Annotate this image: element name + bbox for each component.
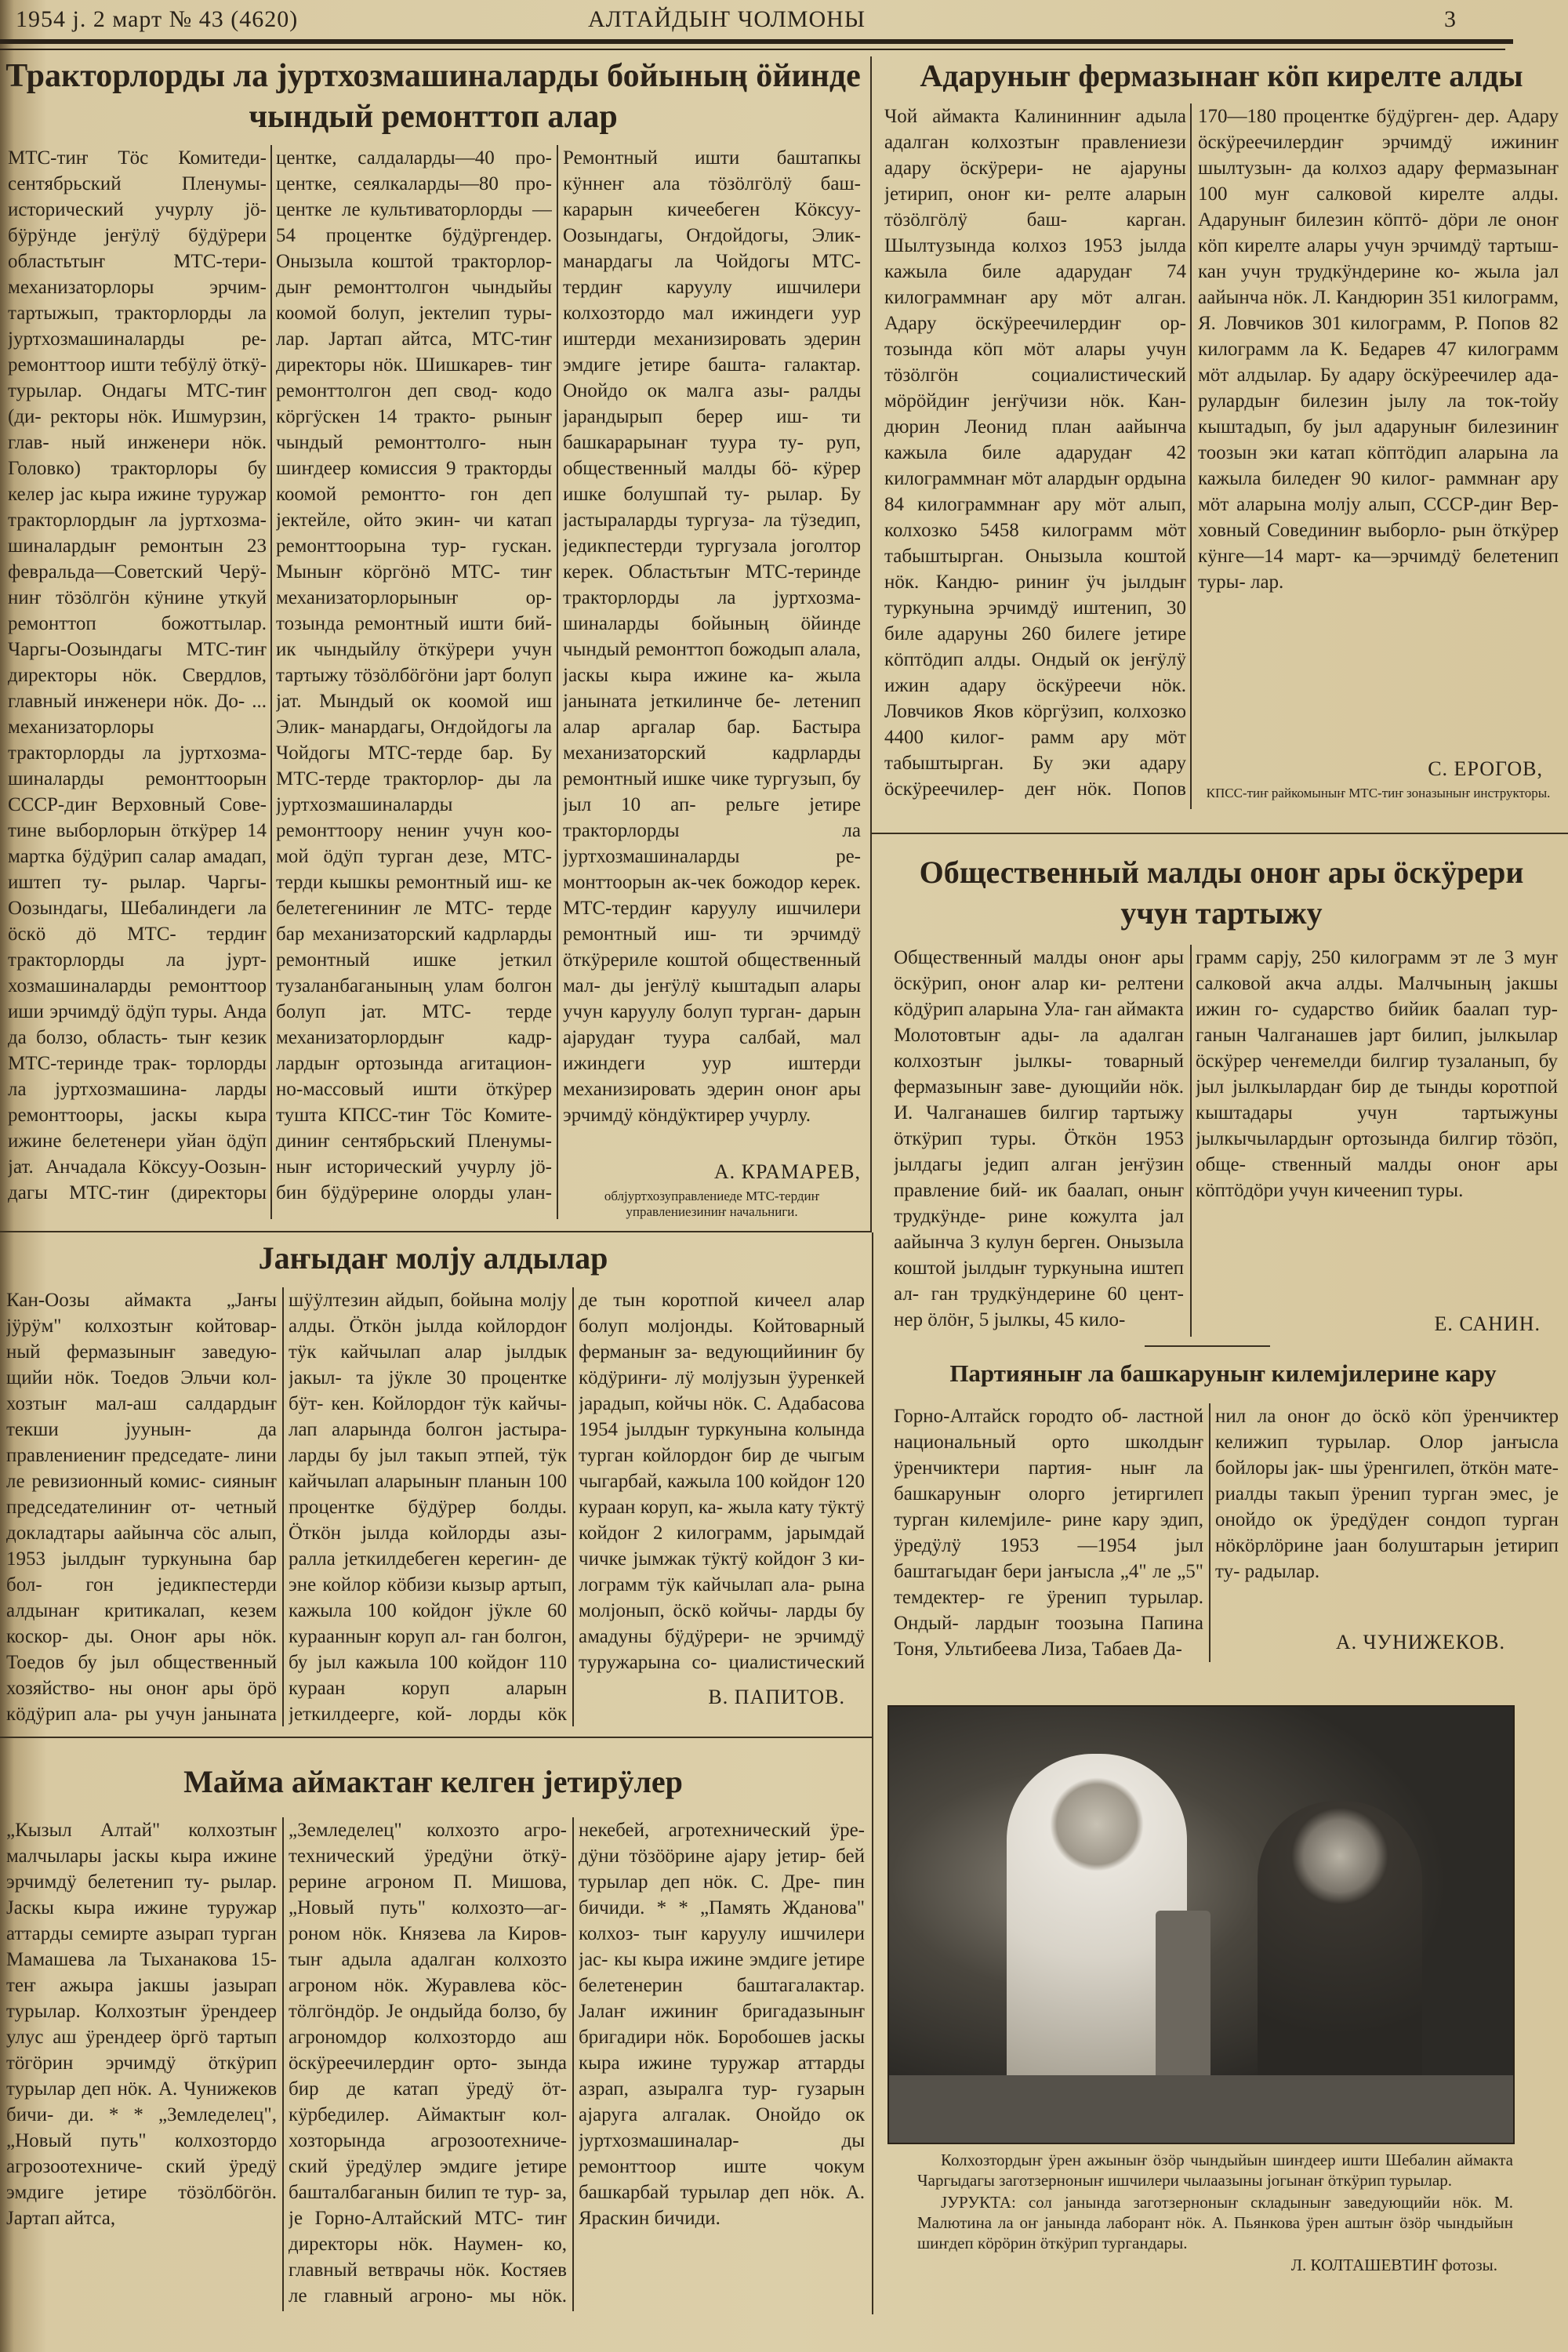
- article-column: „Земледелец" колхозто агро- технический ӱредӱни ӧткӱ- рерине агроном П. Мишова, „Новый путь" колхозто—аг- роном нӧк. Князева ла Киров- тыҥ адыла адалган колхозто агроном нӧк. Журавлева кӧс- тӧлгӧндӧр. Је ондыйда болзо, бу агрономдор колхозтордо аш ӧскӱреечилердиҥ орто- зында бир де катап ӱредӱ ӧт- кӱрбедилер. Аймактыҥ кол- хозторында агрозоотехниче- ский ӱредӱлер эмдиге јетире башталбаганын билип те тур- за, је Горно-Алтайский МТС- тиҥ директоры нӧк. Наумен- ко, главный ветврачы нӧк. Костяев ле главный агроно- мы нӧк.: [289, 1820, 567, 2307]
- article-signature: В. ПАПИТОВ.: [708, 1686, 845, 1708]
- masthead-date-issue: 1954 ј. 2 март № 43 (4620): [16, 6, 299, 32]
- section-divider: [872, 833, 1568, 834]
- article-signature: Е. САНИН.: [1434, 1312, 1541, 1335]
- article-signature-note: облјуртхозуправлениеде МТС-тердиҥ управлениезиниҥ начальниги.: [604, 1189, 820, 1219]
- column-divider: [1190, 103, 1192, 809]
- article-column: „Кызыл Алтай" колхозтыҥ малчылары јаскы кыра ижине эрчимдӱ белетенип ту- рылар. Јаскы кыра ижине туружар аттарды семирте азырап турган Мамашева ла Тыханакова 15-теҥ ажыра јакшы јазырап турылар. Колхозтыҥ ӱрендеер улус аш ӱрендеер ӧргӧ тартып тӧгӧрин эрчимдӱ ӧткӱрип турылар деп нӧк. А. Чунижеков бичи- ди. * * „Земледелец", „Новый путь" колхозтордо агрозоотехниче- ский ӱредӱ эмдиге јетире тӧзӧлбӧгӧн. Јартап айтса,: [6, 1820, 277, 2229]
- article-column: де тын коротпой кичеел алар болуп молјонды. Койтоварный ферманыҥ за- ведующийиниҥ бу кӧдӱриҥи- лӱ молјузын ӱуренкей јарадып, койчы нӧк. С. Адабасова 1954 јылдыҥ туркунына колында турган койлордоҥ бир де чыгым чыгарбай, кажыла 100 койдоҥ 120 кураан коруп, ка- жыла кату тӱктӱ койдоҥ 2 килограмм, јарымдай чичке јымжак тӱктӱ койдоҥ 3 ки- лограмм тӱк кайчылап ала- рына молјонып, ӧскӧ койчы- ларды бу амадуны бӱдӱрери- не эрчимдӱ туружарына со- циалистический: [579, 1290, 865, 1673]
- column-divider: [572, 1817, 574, 2311]
- article-signature-note: КПСС-тиҥ райкомыныҥ МТС-тиҥ зоназыныҥ инструкторы.: [1206, 786, 1551, 800]
- article-headline: Тракторлорды ла јуртхозмашиналарды бойының ӧйинде: [5, 58, 861, 94]
- page-number: 3: [1444, 6, 1457, 32]
- news-photo-laboratory-workers: [887, 1705, 1515, 2144]
- section-divider: [872, 1232, 873, 2314]
- article-column: 170—180 процентке бӱдӱрген- дер. Адару ӧскӱреечилердиҥ эрчимдӱ ижиниҥ шылтузын- да колхоз адару фермазынаҥ 100 муҥ салковой кирелте алды. Адаруныҥ билезин кӧптӧ- дӧри ле оноҥ кӧп кирелте алары учун эрчимдӱ тартыш- кан учун трудкӱндерине ко- жыла јал аайынча нӧк. Л. Кандюрин 351 килограмм, Я. Ловчиков 301 килограмм, Р. Попов 82 килограмм ла К. Бедарев 47 килограмм мӧт алдылар. Бу адару ӧскӱреечилер ада- рулардыҥ билезин јылу ла ток-тойу кыштадып, бу јыл адаруныҥ билезиниҥ тоозын эки катап кӧптӧдип аларына ла кажыла биледеҥ 90 килог- раммнаҥ ару мӧт аларына молју алып, СССР-диҥ Вер- ховный Совединиҥ выборло- рын ӧткӱрер кӱнге—14 март- ка—эрчимдӱ белетенип туры- лар.: [1198, 106, 1559, 593]
- article-column: грамм сарју, 250 килограмм эт ле 3 муҥ салковой акча алды. Малчының јакшы ижин го- сударство бийик баалап тур- ганын Чалганашев јарт билип, јылкылар ӧскӱрер чеҥемелди билгир тузаланып, бу јыл јылкылардаҥ бир де тынды коротпой кыштадары учун тартыжуны јылкычылардыҥ ортозында билгир тӧзӧп, обще- ственный малды оноҥ ары кӧптӧдӧри учун кичеенип туры.: [1196, 947, 1558, 1201]
- article-signature: С. ЕРОГОВ,: [1428, 757, 1543, 780]
- article-headline: Јаҥыдаҥ молју алдылар: [258, 1240, 608, 1276]
- section-divider: [1145, 1345, 1270, 1347]
- section-divider: [0, 1231, 872, 1232]
- column-divider: [572, 1287, 574, 1726]
- photo-caption: Колхозтордыҥ ӱрен ажыныҥ ӧзӧр чындыйын шиҥдеер ишти Шебалин аймакта Чаргыдагы заготзерноныҥ ишчилери чылаазыны јогынаҥ ӧткӱрип турылар.: [917, 2151, 1513, 2190]
- article-headline: Общественный малды оноҥ ары ӧскӱрери: [919, 855, 1524, 890]
- column-divider: [270, 145, 272, 1219]
- article-column: Чой аймакта Калининниҥ адыла адалган колхозтыҥ правлениези адару ӧскӱрери- не ајаруны јетирип, оноҥ ки- релте аларын тӧзӧлгӧлӱ баш- карган. Шылтузында колхоз 1953 јылда кажыла биле адарудаҥ 74 килограммнаҥ ару мӧт алган. Адару ӧскӱреечилердиҥ ор- тозында кӧп мӧт алары учун тӧзӧлгӧн социалистический мӧрӧйдиҥ јеҥӱчизи нӧк. Кан- дюрин Леонид план аайынча кажыла биле адарудаҥ 42 килограммнаҥ мӧт алардыҥ ордына 84 килограммнаҥ ару мӧт алып, колхозко 5458 килограмм мӧт табыштырган. Онызыла коштой нӧк. Кандю- риниҥ ӱч јылдыҥ туркунына эрчимдӱ иштенип, 30 биле адаруны 260 билеге јетире кӧптӧдип алды. Ондый ок јеҥӱлӱ ижин адару ӧскӱреечи нӧк. Ловчиков Яков кӧргӱзип, колхозко 4400 килог- рамм ару мӧт табыштырган. Бу эки адару ӧскӱреечилер- деҥ нӧк. Попов: [884, 106, 1186, 800]
- masthead-rule: [0, 39, 1513, 44]
- photo-caption-block: [917, 2150, 1513, 2275]
- article-column: Кан-Оозы аймакта „Јаҥы јӱрӱм" колхозтыҥ койтовар- ный фермазыныҥ заведую- щийи нӧк. Тоедов Эльчи кол- хозтыҥ мал-аш салдардыҥ текши јуунын- да правлениениҥ председате- лини ле ревизионный комис- сияныҥ председателиниҥ от- четный докладтары аайынча сӧс алып, 1953 јылдыҥ туркунына бар бол- гон једикпестерди алдынаҥ критикалап, кезем коскор- ды. Оноҥ ары нӧк. Тоедов бу јыл общественный хозяйство- ны оноҥ ары ӧрӧ кӧдӱрип ала- ры учун јаныната: [6, 1290, 277, 1725]
- article-column: Общественный малды оноҥ ары ӧскӱрип, оноҥ алар ки- релтени кӧдӱрип аларына Ула- ган аймакта Молотовтыҥ ады- ла адалган колхозтыҥ јылкы- товарный фермазыныҥ заве- дующийи нӧк. И. Чалганашев билгир тартыжу ӧткӱрип туры. Ӧткӧн 1953 јылдагы једип алган јеҥӱзин правление бий- ик баалап, оныҥ трудкӱнде- рине кожулта јал аайынча 3 кулун берген. Онызыла коштой јылдыҥ туркунына иштеп ал- ган трудкӱндерине 60 цент- нер ӧлӧҥ, 5 јылкы, 45 кило-: [894, 947, 1184, 1330]
- article-signature: А. ЧУНИЖЕКОВ.: [1335, 1631, 1505, 1653]
- photo-caption-detail: ЈУРУКТА: сол јанында заготзерноныҥ складыныҥ заведующийи нӧк. М. Малютина ла оҥ јанында лаборант нӧк. А. Пьянкова ӱрен аштыҥ ӧзӧр чындыйын шиҥдеп кӧрӧрин ӧткӱрип тургандары.: [917, 2193, 1513, 2252]
- column-divider: [282, 1817, 284, 2311]
- section-divider: [0, 1737, 872, 1738]
- column-divider: [1209, 1403, 1210, 1662]
- article-signature: А. КРАМАРЕВ,: [713, 1160, 861, 1183]
- photo-credit: Л. КОЛТАШЕВТИҤ фотозы.: [1290, 2256, 1497, 2274]
- photo-table: [889, 2075, 1513, 2144]
- column-divider: [557, 145, 558, 1219]
- article-column: шӱӱлтезин айдып, бойына молју алды. Ӧткӧн јылда койлордоҥ тӱк кайчылап алар јылдык јакыл- та јӱкле 30 процентке бӱт- кен. Койлордоҥ тӱк кайчы- лап аларында болгон јастыра- ларды бу јыл такып этпей, тӱк кайчылап аларыныҥ планын 100 процентке бӱдӱрер болды. Ӧткӧн јылда койлорды азы- ралла јеткилдебеген керегин- де эне койлор кӧбизи кызыр артып, кажыла 100 койдоҥ јӱкле 60 кураанныҥ коруп ал- ган болгон, бу јыл кажыла 100 койдоҥ 110 кураан коруп аларын јеткилдеерге, кой- лорды кӧк: [289, 1290, 567, 1725]
- photo-equipment: [1156, 1911, 1210, 2083]
- article-column: МТС-тиҥ Тӧс Комитеди- сентябрьский Пленумы- исторический учурлу јӧ- бӱрӱнде јеҥӱлӱ бӱдӱрери областьтыҥ МТС-тери- механизаторлоры эрчим- тартыжып, тракторлорды ла јуртхозмашиналарды ре- ремонттоор ишти тебӱлӱ ӧткӱ- турылар. Ондагы МТС-тиҥ (ди- ректоры нӧк. Ишмурзин, глав- ный инженери нӧк. Головко) тракторлоры бу келер јас кыра ижине туружар тракторлордыҥ ла јуртхозма- шиналардыҥ ремонтын 23 февральда—Советский Черӱ- ниҥ тӧзӧлгӧн кӱнине уткуй ремонттоп божоттылар. Чаргы-Оозындагы МТС-тиҥ директоры нӧк. Свердлов, главный инженери нӧк. До- ... механизаторлоры тракторлорды ла јуртхозма- шиналарды ремонттоорын СССР-диҥ Верховный Сове- тине выборлорын ӧткӱрер 14 мартка бӱдӱрип салар амадап, иштеп ту- рылар. Чаргы-Оозындагы, Шебалиндеги ла ӧскӧ дӧ МТС- тердиҥ тракторлорды ла јурт- хозмашиналарды ремонттоор иши эрчимдӱ ӧдӱп туры. Анда да болзо, область- тыҥ кезик МТС-теринде трак- торлорды ла јуртхозмашина- ларды ремонттооры, јаскы кыра ижине белетенери уйан ӧдӱп јат. Анчадала Кӧксуу-Оозын- дагы МТС-тиҥ (директоры: [8, 147, 267, 1203]
- article-headline: Партияныҥ ла башкаруныҥ килемјилерине кару: [949, 1359, 1497, 1387]
- article-headline: чындый ремонттоп алар: [249, 99, 618, 135]
- article-headline: учун тартыжу: [1120, 895, 1323, 931]
- column-divider: [1190, 945, 1192, 1337]
- article-column: центке, салдаларды—40 про- центке, сеялкаларды—80 про- центке ле культиваторлорды —54 процентке бӱдӱргендер. Онызыла коштой тракторлор- дыҥ ремонттолгон чындыйы коомой болуп, јектелип туры- лар. Јартап айтса, МТС-тиҥ директоры нӧк. Шишкарев- тиҥ ремонттолгон деп свод- кодо кӧргӱскен 14 тракто- рыныҥ чындый ремонттолго- нын шиҥдеер комиссия 9 тракторды коомой ремонтто- гон деп јектейле, ойто экин- чи катап ремонттоорына тур- гускан. Мыныҥ кӧргӧнӧ МТС- тиҥ механизаторлорыныҥ ор- тозында ремонтный ишти бий- ик чындыйлу ӧткӱрери учун тартыжу тӧзӧлбӧгӧни јарт болуп јат. Мындый ок коомой иш Элик- манардагы, Оҥдойдогы ла Чойдогы МТС-терде бар. Бу МТС-терде тракторлор- ды ла јуртхозмашиналарды ремонттоору нениҥ учун коо- мой ӧдӱп турган дезе, МТС- терди кышкы ремонтный иш- ке белетегениниҥ ле МТС- терде бар механизаторский кадрларды ремонтный ишке јеткил тузаланбаганының улам болгон болуп јат. МТС- терде механизаторлордыҥ кадр- лардыҥ ортозында агитацион- но-массовый ишти ӧткӱрер тушта КПСС-тиҥ Тӧс Комите- диниҥ сентябрьский Пленумы- ныҥ исторический учурлу јӧ- бин бӱдӱрерине олорды улан-: [276, 147, 552, 1203]
- article-column: нил ла оноҥ до ӧскӧ кӧп ӱренчиктер келижип турылар. Олор јаҥысла бойлоры јак- шы ӱренгилеп, ӧткӧн мате- риалды такып ӱренип турган эмес, је онойдо ок ӱредӱдеҥ сондоп турган нӧкӧрлӧрине јаан болуштарын јетирип ту- радылар.: [1215, 1406, 1559, 1582]
- article-column: Ремонтный ишти баштапкы кӱннеҥ ала тӧзӧлгӧлӱ баш- карарын кичеебеген Кӧксуу- Оозындагы, Оҥдойдогы, Элик- манардагы ла Чойдогы МТС- тердиҥ каруулу ишчилери колхозтордо мал ижиндеги уур иштерди механизировать эдерин эмдиге јетире башта- галактар. Онойдо ок малга азы- ралды јарандырып берер иш- ти башкарарынаҥ туура ту- руп, общественный малды бӧ- кӱрер ишке болушпай ту- рылар. Бу јастыраларды тургуза- ла тӱзедип, једикпестерди тургузала јоголтор керек. Областьтыҥ МТС-теринде тракторлорды ла јуртхозма- шиналарды бойының ӧйинде чындый ремонттоп божодып алала, јаскы кыра ижине ка- жыла јаныната јеткилинче бе- летенип алар аргалар бар. Бастыра механизаторский кадрларды ремонтный ишке чике тургузып, бу јыл 10 ап- рельге јетире тракторлорды ла јуртхозмашиналарды ре- монттоорын ак-чек божодор керек. МТС-тердиҥ каруулу ишчилери ремонтный иш- ти эрчимдӱ ӧткӱрериле коштой общественный мал- ды јеҥӱлӱ кыштадып алары учун каруулу болуп турган- дарын ајарудаҥ туура салбай, мал ижиндеги уур иштерди механизировать эдерин оноҥ ары эрчимдӱ кӧндӱктирер учурлу.: [563, 147, 861, 1126]
- masthead-title: АЛТАЙДЫҤ ЧОЛМОНЫ: [588, 6, 866, 32]
- masthead-rule-thin: [0, 49, 1505, 50]
- column-divider: [282, 1287, 284, 1726]
- article-headline: Майма аймактаҥ келген јетирӱлер: [183, 1764, 683, 1799]
- article-column: Горно-Алтайск городто об- ластной национальный орто школдыҥ ӱренчиктери партия- ныҥ ла башкаруныҥ олорго јетиргилеп турган килемјиле- рине кару эдип, ӱредӱлӱ 1953 —1954 јыл баштагыдаҥ бери јаҥысла „4" ле „5" темдектер- ге ӱренип турылар. Ондый- лардыҥ тоозына Папина Тоня, Ультибеева Лиза, Табаев Да-: [894, 1406, 1203, 1660]
- article-headline: Адаруныҥ фермазынаҥ кӧп кирелте алды: [920, 58, 1523, 93]
- section-divider: [870, 56, 872, 1232]
- article-column: некебей, агротехнический ӱре- дӱни тӧзӧӧрине ајару јетир- бей турылар деп нӧк. С. Дре- пин бичиди. * * „Память Жданова" колхоз- тыҥ каруулу ишчилери јас- кы кыра ижине эмдиге јетире белетенерин баштагалактар. Јалаҥ ижиниҥ бригадазыныҥ бригадири нӧк. Боробошев јаскы кыра ижине туружар аттарды азрап, азыралга тур- гузарын ајаруга алгалак. Онойдо ок јуртхозмашиналар- ды ремонттоор иште чокум башкарбай турылар деп нӧк. А. Яраскин бичиди.: [579, 1820, 865, 2229]
